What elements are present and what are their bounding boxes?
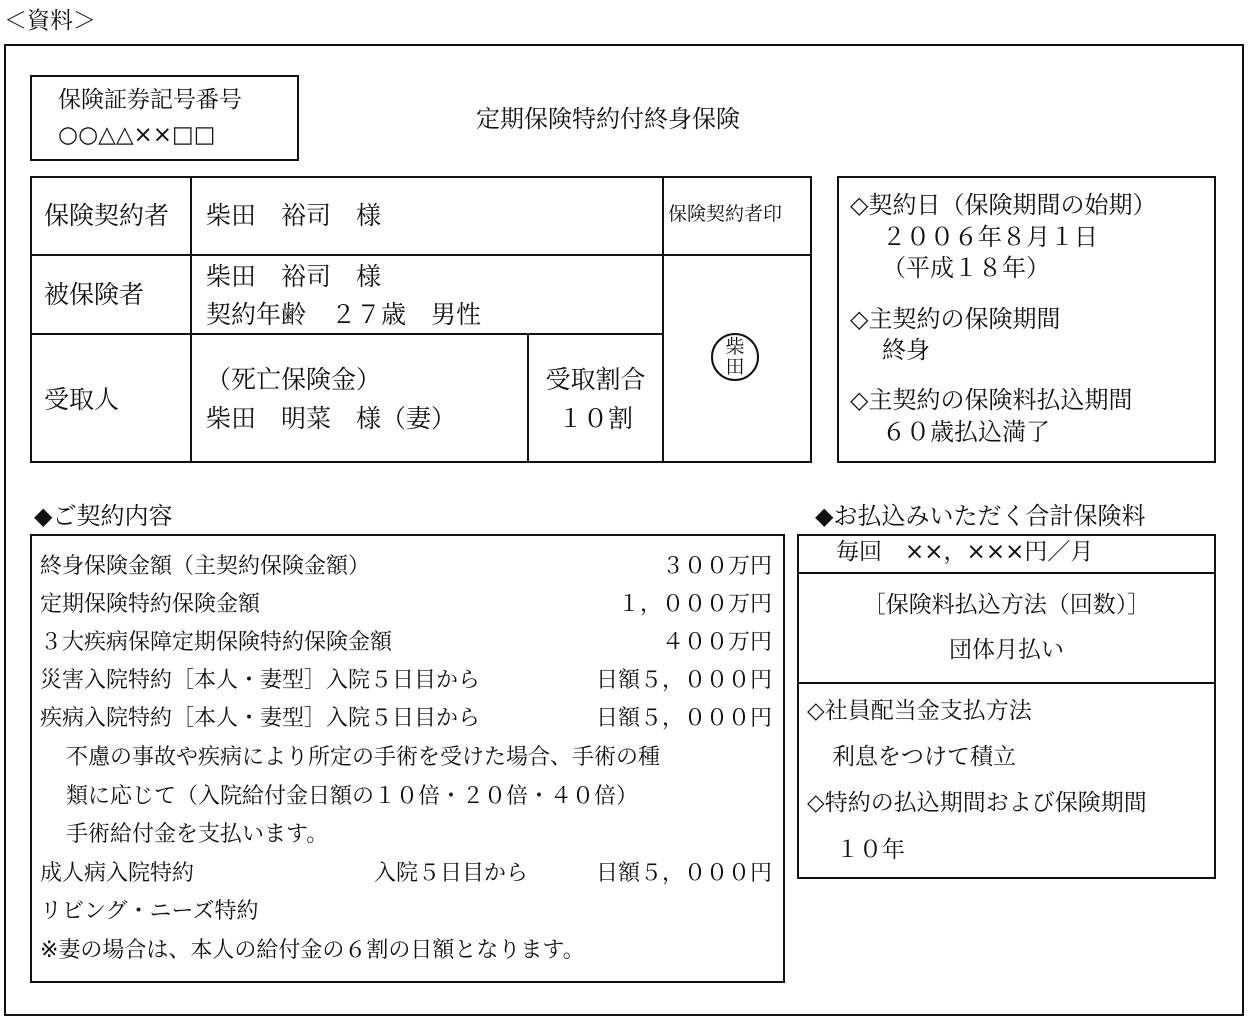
- start-date-era: （平成１８年）: [882, 254, 1050, 282]
- rider-period-label: ◇特約の払込期間および保険期間: [807, 790, 1147, 816]
- contents-row-value: ４００万円: [661, 630, 772, 655]
- contents-row-value: 日額５，０００円: [595, 668, 772, 693]
- start-date-value: ２００６年８月１日: [882, 223, 1098, 251]
- contents-row-value: １，０００万円: [617, 592, 772, 617]
- premium-heading: ◆お払込みいただく合計保険料: [815, 502, 1146, 530]
- contents-row-label: ３大疾病保障定期保険特約保険金額: [40, 630, 393, 655]
- policy-title: 定期保険特約付終身保険: [476, 105, 740, 133]
- contractor-name: 柴田 裕司 様: [206, 201, 382, 230]
- living-needs-label: リビング・ニーズ特約: [40, 899, 259, 924]
- adult-disease-condition: 入院５日目から: [374, 861, 529, 886]
- payment-method-label: ［保険料払込方法（回数）］: [862, 592, 1151, 618]
- adult-disease-value: 日額５，０００円: [595, 861, 772, 886]
- coverage-period-value: 終身: [882, 336, 930, 364]
- seal-label: 保険契約者印: [668, 203, 783, 225]
- payment-method-value: 団体月払い: [949, 637, 1064, 663]
- beneficiary-type: （死亡保険金）: [206, 365, 382, 394]
- dividend-label: ◇社員配当金支払方法: [807, 698, 1032, 724]
- surgery-note-line: 手術給付金を支払います。: [66, 822, 329, 847]
- rider-period-value: １０年: [836, 837, 905, 863]
- contents-heading: ◆ご契約内容: [34, 502, 173, 530]
- document-label: ＜資料＞: [4, 8, 96, 34]
- footnote: ※妻の場合は、本人の給付金の６割の日額となります。: [40, 938, 585, 963]
- share-label: 受取割合: [545, 365, 646, 394]
- seal-stamp-text: 柴田: [725, 336, 745, 378]
- adult-disease-label: 成人病入院特約: [40, 861, 195, 886]
- beneficiary-name: 柴田 明菜 様（妻）: [206, 404, 457, 433]
- contents-row-label: 災害入院特約［本人・妻型］入院５日目から: [40, 668, 481, 693]
- contents-row-label: 疾病入院特約［本人・妻型］入院５日目から: [40, 706, 481, 731]
- start-date-label: ◇契約日（保険期間の始期）: [850, 191, 1157, 219]
- coverage-period-label: ◇主契約の保険期間: [850, 305, 1061, 333]
- share-value: １０割: [557, 404, 633, 433]
- surgery-note-line: 類に応じて（入院給付金日額の１０倍・２０倍・４０倍）: [66, 784, 639, 809]
- dividend-value: 利息をつけて積立: [832, 744, 1016, 770]
- contents-row-label: 定期保険特約保険金額: [40, 592, 261, 617]
- contents-row-value: ３００万円: [661, 554, 772, 579]
- policy-number-label: 保険証券記号番号: [58, 87, 242, 113]
- surgery-note-line: 不慮の事故や疾病により所定の手術を受けた場合、手術の種: [66, 745, 661, 770]
- payment-period-value: ６０歳払込満了: [882, 418, 1050, 446]
- insured-label: 被保険者: [44, 280, 145, 309]
- payment-period-label: ◇主契約の保険料払込期間: [850, 386, 1133, 414]
- insured-name: 柴田 裕司 様: [206, 262, 382, 291]
- beneficiary-label: 受取人: [44, 385, 120, 414]
- policy-number-value: ○○△△××□□: [58, 122, 216, 148]
- insured-detail: 契約年齢 ２７歳 男性: [206, 300, 482, 329]
- contents-row-label: 終身保険金額（主契約保険金額）: [40, 554, 371, 579]
- premium-amount: 毎回 ××，×××円／月: [836, 539, 1094, 565]
- contractor-label: 保険契約者: [44, 201, 170, 230]
- contents-row-value: 日額５，０００円: [595, 706, 772, 731]
